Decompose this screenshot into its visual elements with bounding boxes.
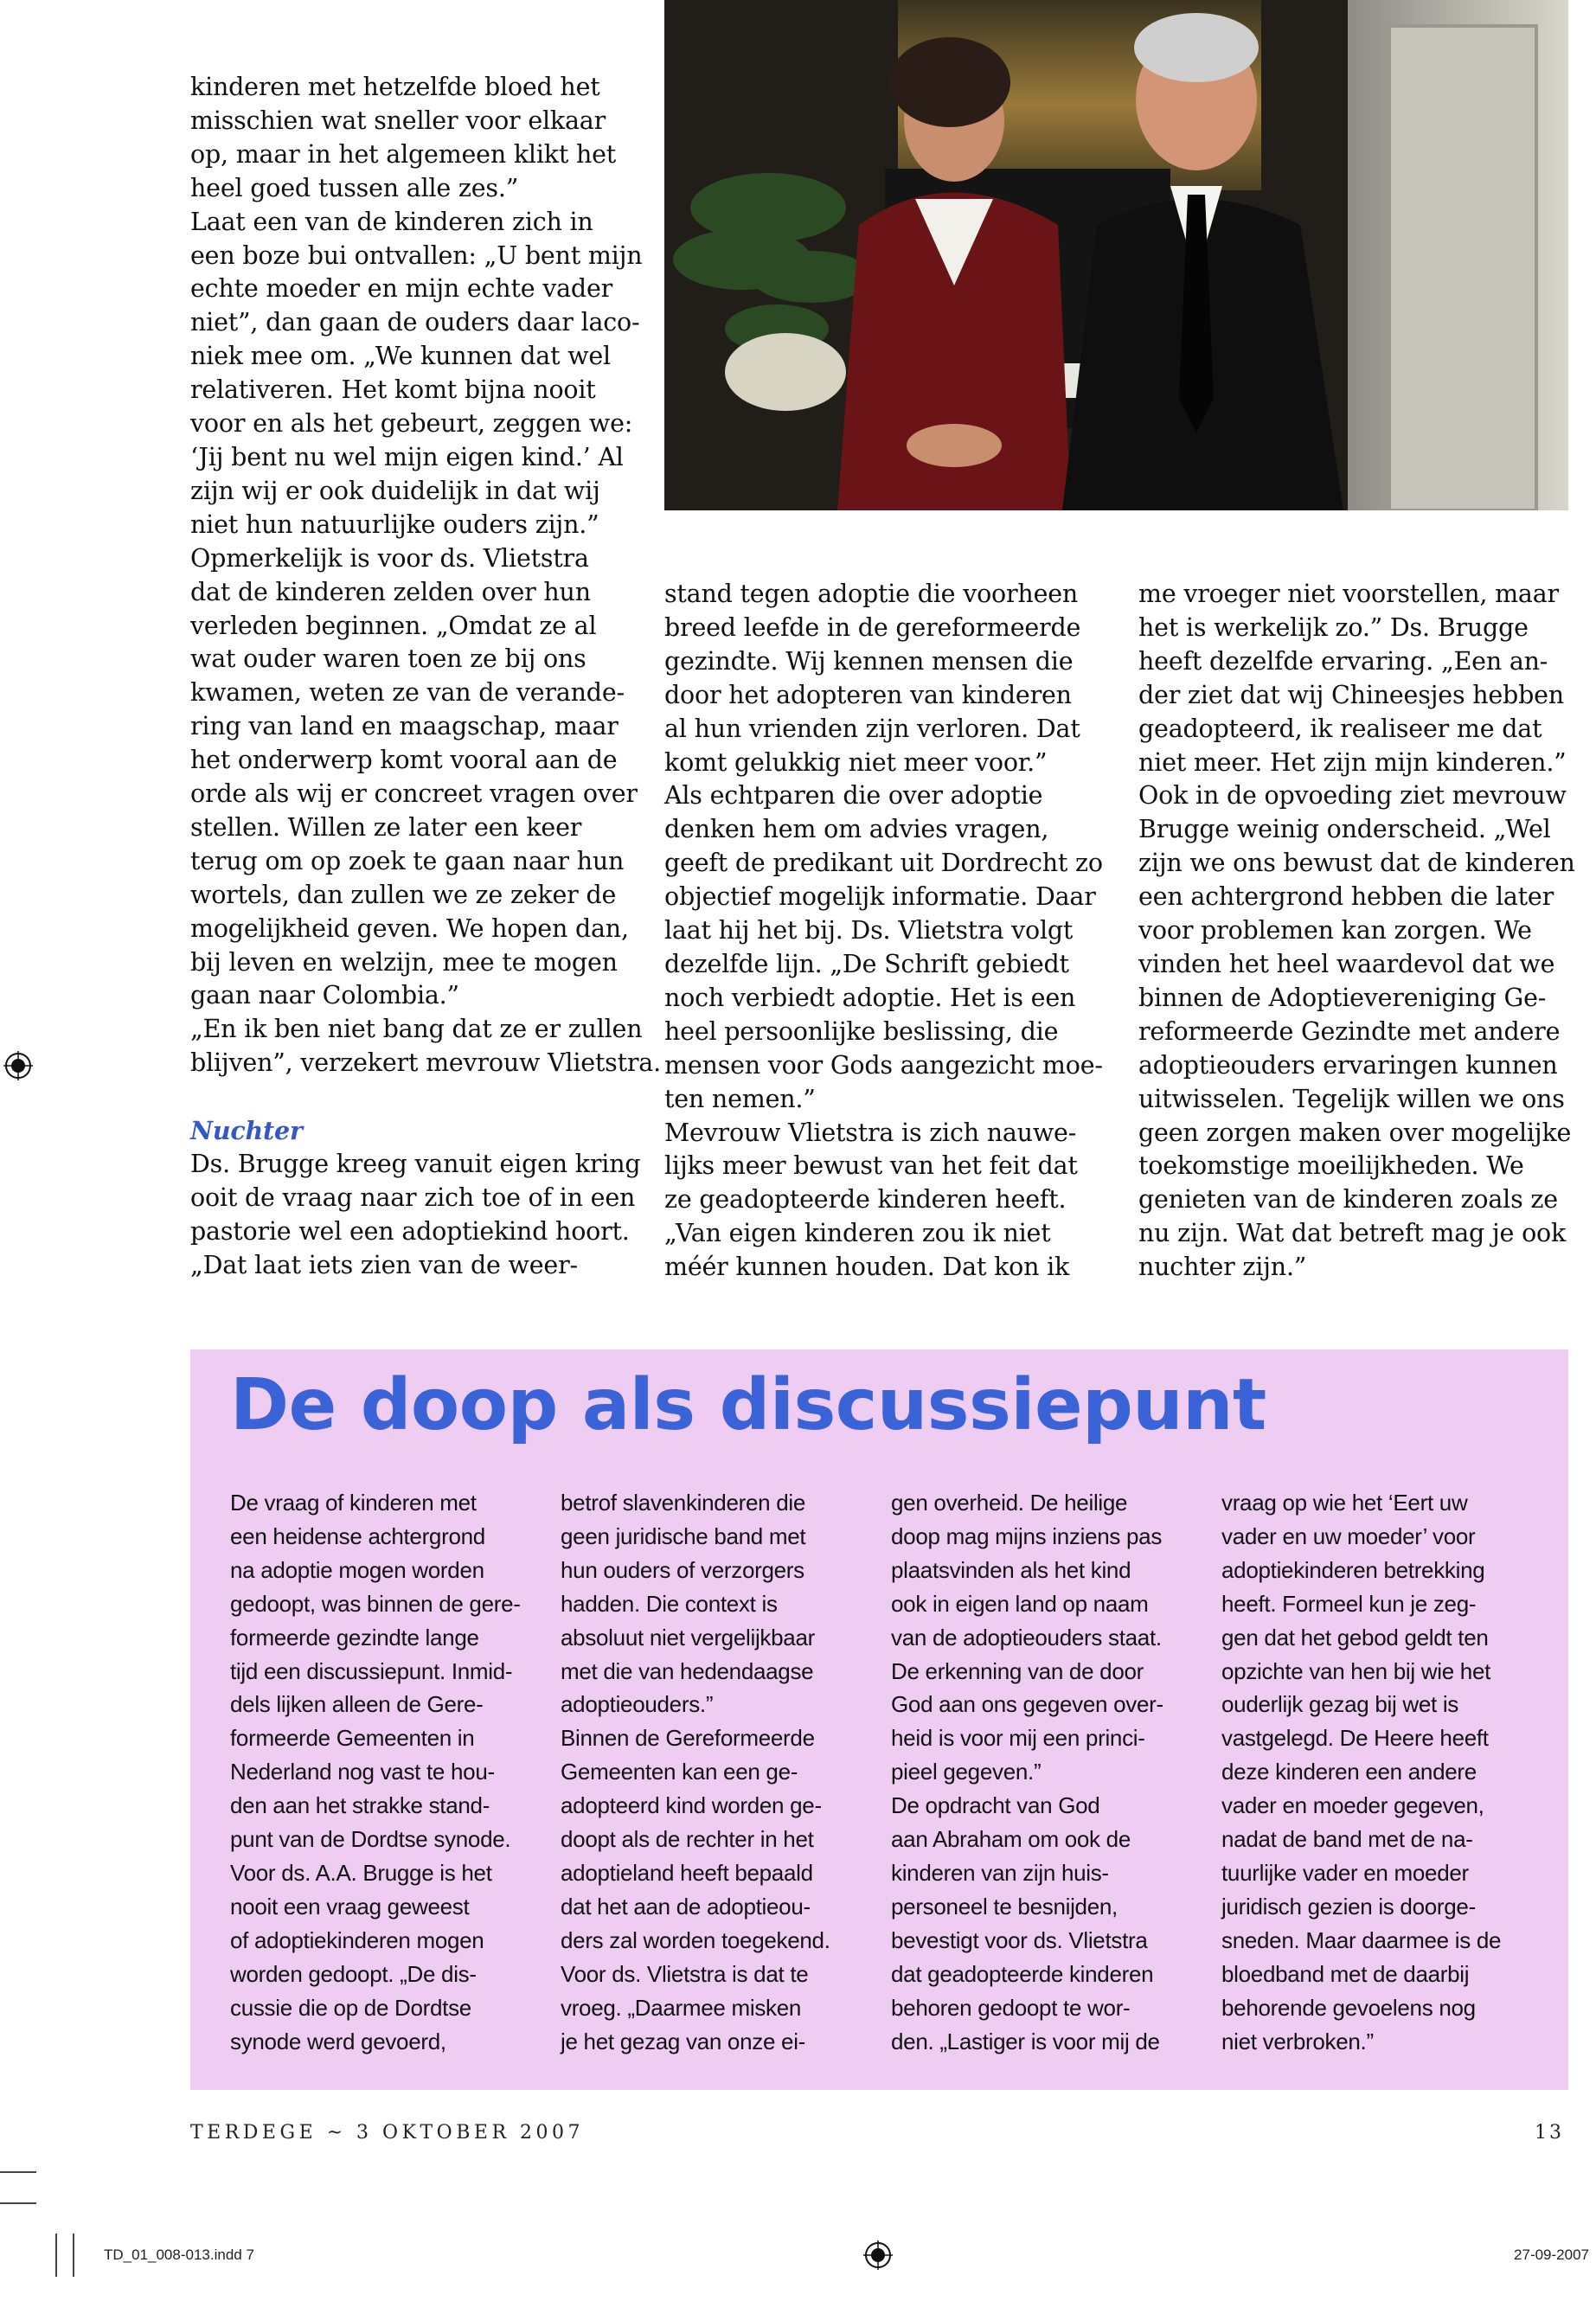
line: Brugge weinig onderscheid. „Wel xyxy=(1138,815,1551,844)
line: gen overheid. De heilige xyxy=(891,1490,1128,1516)
line: nadat de band met de na- xyxy=(1221,1826,1473,1853)
line: aan Abraham om ook de xyxy=(891,1826,1131,1853)
line: voor problemen kan zorgen. We xyxy=(1138,916,1532,945)
line: Opmerkelijk is voor ds. Vlietstra xyxy=(190,543,589,573)
line: Nederland nog vast te hou- xyxy=(230,1759,495,1785)
line: met die van hedendaagse xyxy=(561,1657,814,1684)
line: doopt als de rechter in het xyxy=(561,1826,814,1853)
line: hun ouders of verzorgers xyxy=(561,1556,804,1583)
line: dezelfde lijn. „De Schrift gebiedt xyxy=(664,949,1069,978)
line: heel persoonlijke beslissing, die xyxy=(664,1016,1059,1046)
line: ten nemen.” xyxy=(664,1084,816,1113)
line: gen dat het gebod geldt ten xyxy=(1221,1624,1489,1650)
line: De erkenning van de door xyxy=(891,1657,1144,1684)
line: heid is voor mij een princi- xyxy=(891,1725,1145,1752)
line: een boze bui ontvallen: „U bent mijn xyxy=(190,240,643,270)
line: den aan het strakke stand- xyxy=(230,1792,490,1819)
line: betrof slavenkinderen die xyxy=(561,1490,806,1516)
line: uitwisselen. Tegelijk willen we ons xyxy=(1138,1084,1565,1113)
line: Voor ds. A.A. Brugge is het xyxy=(230,1859,492,1886)
article-column-1 xyxy=(190,71,661,1283)
page-number: 13 xyxy=(1535,2122,1564,2144)
line: op, maar in het algemeen klikt het xyxy=(190,139,617,169)
line: of adoptiekinderen mogen xyxy=(230,1926,484,1953)
line: mogelijkheid geven. We hopen dan, xyxy=(190,913,629,943)
line: al hun vrienden zijn verloren. Dat xyxy=(664,714,1080,743)
line: den. „Lastiger is voor mij de xyxy=(891,2028,1160,2054)
line: pastorie wel een adoptiekind hoort. xyxy=(190,1216,630,1246)
line: geeft de predikant uit Dordrecht zo xyxy=(664,849,1103,878)
line: behoren gedoopt te wor- xyxy=(891,1994,1131,2021)
line: „Dat laat iets zien van de weer- xyxy=(190,1250,578,1279)
line: bloedband met de daarbij xyxy=(1221,1960,1470,1987)
line: blijven”, verzekert mevrouw Vlietstra. xyxy=(190,1048,661,1078)
line: behorende gevoelens nog xyxy=(1221,1994,1476,2021)
crop-mark xyxy=(55,2234,57,2277)
line: vader en moeder gegeven, xyxy=(1221,1792,1484,1819)
line: punt van de Dordtse synode. xyxy=(230,1826,511,1853)
line: heeft dezelfde ervaring. „Een an- xyxy=(1138,646,1548,676)
line: noch verbiedt adoptie. Het is een xyxy=(664,983,1076,1012)
line: voor en als het gebeurt, zeggen we: xyxy=(190,409,633,439)
line: een achtergrond hebben die later xyxy=(1138,882,1554,912)
line: kinderen met hetzelfde bloed het xyxy=(190,73,600,101)
line: Ook in de opvoeding ziet mevrouw xyxy=(1138,781,1567,811)
line: zijn we ons bewust dat de kinderen xyxy=(1138,849,1575,878)
article-column-3 xyxy=(1138,578,1575,1285)
line: niet verbroken.” xyxy=(1221,2028,1374,2054)
line: God aan ons gegeven over- xyxy=(891,1691,1163,1718)
registration-mark-icon xyxy=(3,1051,33,1080)
line: door het adopteren van kinderen xyxy=(664,680,1072,709)
couple-photo-illustration xyxy=(664,0,1568,510)
line: bevestigt voor ds. Vlietstra xyxy=(891,1926,1148,1953)
line: binnen de Adoptievereniging Ge- xyxy=(1138,983,1547,1012)
line: geen zorgen maken over mogelijke xyxy=(1138,1118,1572,1147)
line: misschien wat sneller voor elkaar xyxy=(190,106,606,135)
line: nu zijn. Wat dat betreft mag je ook xyxy=(1138,1219,1567,1248)
line: plaatsvinden als het kind xyxy=(891,1556,1131,1583)
sidebar-column-1 xyxy=(230,1486,521,2058)
line: „En ik ben niet bang dat ze er zullen xyxy=(190,1015,643,1044)
line: vraag op wie het ‘Eert uw xyxy=(1221,1490,1468,1516)
article-column-2 xyxy=(664,578,1103,1285)
line: stand tegen adoptie die voorheen xyxy=(664,580,1079,608)
line: opzichte van hen bij wie het xyxy=(1221,1657,1491,1684)
subheading: Nuchter xyxy=(190,1116,303,1146)
line: het is werkelijk zo.” Ds. Brugge xyxy=(1138,612,1529,642)
line: gezindte. Wij kennen mensen die xyxy=(664,646,1074,676)
line: wortels, dan zullen we ze zeker de xyxy=(190,880,617,909)
line: genieten van de kinderen zoals ze xyxy=(1138,1185,1558,1215)
line: adoptiekinderen betrekking xyxy=(1221,1556,1485,1583)
line: niet hun natuurlijke ouders zijn.” xyxy=(190,510,599,539)
sidebar-title: De doop als discussiepunt xyxy=(230,1364,1266,1446)
line: Ds. Brugge kreeg vanuit eigen kring xyxy=(190,1149,641,1178)
line: cussie die op de Dordtse xyxy=(230,1994,471,2021)
line: adoptieouders ervaringen kunnen xyxy=(1138,1050,1558,1080)
line: een heidense achtergrond xyxy=(230,1522,485,1549)
line: geadopteerd, ik realiseer me dat xyxy=(1138,714,1542,743)
line: niet”, dan gaan de ouders daar laco- xyxy=(190,308,640,337)
line: laat hij het bij. Ds. Vlietstra volgt xyxy=(664,916,1074,945)
line: van de adoptieouders staat. xyxy=(891,1624,1162,1650)
line: na adoptie mogen worden xyxy=(230,1556,484,1583)
line: adoptieouders.” xyxy=(561,1691,714,1718)
line: De vraag of kinderen met xyxy=(230,1490,477,1516)
line: lijks meer bewust van het feit dat xyxy=(664,1151,1078,1181)
registration-mark-icon xyxy=(863,2240,893,2270)
line: synode werd gevoerd, xyxy=(230,2028,446,2054)
line: gaan naar Colombia.” xyxy=(190,981,459,1010)
line: worden gedoopt. „De dis- xyxy=(230,1960,477,1987)
line: kwamen, weten ze van de verande- xyxy=(190,678,625,708)
line: der ziet dat wij Chineesjes hebben xyxy=(1138,680,1564,709)
line: Mevrouw Vlietstra is zich nauwe- xyxy=(664,1118,1077,1147)
line: vinden het heel waardevol dat we xyxy=(1138,949,1555,978)
line: Gemeenten kan een ge- xyxy=(561,1759,798,1785)
line: tuurlijke vader en moeder xyxy=(1221,1859,1469,1886)
line: verleden beginnen. „Omdat ze al xyxy=(190,611,597,640)
line: juridisch gezien is doorge- xyxy=(1221,1893,1476,1920)
line: personeel te besnijden, xyxy=(891,1893,1118,1920)
line: heel goed tussen alle zes.” xyxy=(190,173,519,202)
line: „Van eigen kinderen zou ik niet xyxy=(664,1219,1051,1248)
line: denken hem om advies vragen, xyxy=(664,815,1049,844)
line: geen juridische band met xyxy=(561,1522,806,1549)
line: je het gezag van onze ei- xyxy=(561,2028,806,2054)
line: zijn wij er ook duidelijk in dat wij xyxy=(190,476,600,505)
line: formeerde Gemeenten in xyxy=(230,1725,475,1752)
line: reformeerde Gezindte met andere xyxy=(1138,1016,1561,1046)
couple-photo xyxy=(664,0,1568,510)
line: objectief mogelijk informatie. Daar xyxy=(664,882,1096,912)
line: ze geadopteerde kinderen heeft. xyxy=(664,1185,1067,1215)
line: vroeg. „Daarmee misken xyxy=(561,1994,802,2021)
slug-filename: TD_01_008-013.indd 7 xyxy=(104,2247,254,2263)
line: heeft. Formeel kun je zeg- xyxy=(1221,1590,1477,1617)
line: gedoopt, was binnen de gere- xyxy=(230,1590,521,1617)
line: dels lijken alleen de Gere- xyxy=(230,1691,484,1718)
line: Als echtparen die over adoptie xyxy=(664,781,1043,811)
line: sneden. Maar daarmee is de xyxy=(1221,1926,1502,1953)
line: niek mee om. „We kunnen dat wel xyxy=(190,342,611,371)
line: toekomstige moeilijkheden. We xyxy=(1138,1151,1524,1181)
line: ‘Jij bent nu wel mijn eigen kind.’ Al xyxy=(190,442,624,471)
line: ders zal worden toegekend. xyxy=(561,1926,830,1953)
line: terug om op zoek te gaan naar hun xyxy=(190,846,625,875)
sidebar-column-3 xyxy=(891,1486,1163,2058)
crop-mark xyxy=(0,2171,36,2173)
line: adopteerd kind worden ge- xyxy=(561,1792,822,1819)
line: Voor ds. Vlietstra is dat te xyxy=(561,1960,809,1987)
line: De opdracht van God xyxy=(891,1792,1100,1819)
line: breed leefde in de gereformeerde xyxy=(664,612,1081,642)
line: méér kunnen houden. Dat kon ik xyxy=(664,1253,1070,1282)
slug-date: 27-09-2007 xyxy=(1514,2247,1589,2263)
line: dat de kinderen zelden over hun xyxy=(190,577,591,606)
line: nuchter zijn.” xyxy=(1138,1253,1307,1282)
sidebar-column-4 xyxy=(1221,1486,1501,2058)
line: wat ouder waren toen ze bij ons xyxy=(190,644,586,674)
line: nooit een vraag geweest xyxy=(230,1893,470,1920)
line: Binnen de Gereformeerde xyxy=(561,1725,815,1752)
line: vastgelegd. De Heere heeft xyxy=(1221,1725,1489,1752)
line: Laat een van de kinderen zich in xyxy=(190,207,593,236)
sidebar-column-2 xyxy=(561,1486,830,2058)
line: ooit de vraag naar zich toe of in een xyxy=(190,1183,636,1212)
line: bij leven en welzijn, mee te mogen xyxy=(190,947,618,977)
line: kinderen van zijn huis- xyxy=(891,1859,1109,1886)
line: ring van land en maagschap, maar xyxy=(190,712,619,741)
line: mensen voor Gods aangezicht moe- xyxy=(664,1050,1103,1080)
line: deze kinderen een andere xyxy=(1221,1759,1477,1785)
line: dat het aan de adoptieou- xyxy=(561,1893,811,1920)
line: ouderlijk gezag bij wet is xyxy=(1221,1691,1459,1718)
line: orde als wij er concreet vragen over xyxy=(190,779,638,809)
line: formeerde gezindte lange xyxy=(230,1624,479,1650)
crop-mark xyxy=(0,2202,36,2204)
line: tijd een discussiepunt. Inmid- xyxy=(230,1657,513,1684)
footer-publication: TERDEGE ~ 3 OKTOBER 2007 xyxy=(190,2122,584,2144)
line: het onderwerp komt vooral aan de xyxy=(190,746,618,775)
line: doop mag mijns inziens pas xyxy=(891,1522,1163,1549)
line: absoluut niet vergelijkbaar xyxy=(561,1624,815,1650)
line: dat geadopteerde kinderen xyxy=(891,1960,1154,1987)
line: pieel gegeven.” xyxy=(891,1759,1042,1785)
line: niet meer. Het zijn mijn kinderen.” xyxy=(1138,747,1567,777)
line: stellen. Willen ze later een keer xyxy=(190,812,582,842)
line: vader en uw moeder’ voor xyxy=(1221,1522,1476,1549)
line: adoptieland heeft bepaald xyxy=(561,1859,813,1886)
line: ook in eigen land op naam xyxy=(891,1590,1149,1617)
line: hadden. Die context is xyxy=(561,1590,778,1617)
sidebar-box xyxy=(190,1349,1568,2090)
line: relativeren. Het komt bijna nooit xyxy=(190,375,596,405)
line: echte moeder en mijn echte vader xyxy=(190,274,613,304)
line: komt gelukkig niet meer voor.” xyxy=(664,747,1048,777)
crop-mark xyxy=(73,2234,74,2277)
line: me vroeger niet voorstellen, maar xyxy=(1138,580,1559,608)
